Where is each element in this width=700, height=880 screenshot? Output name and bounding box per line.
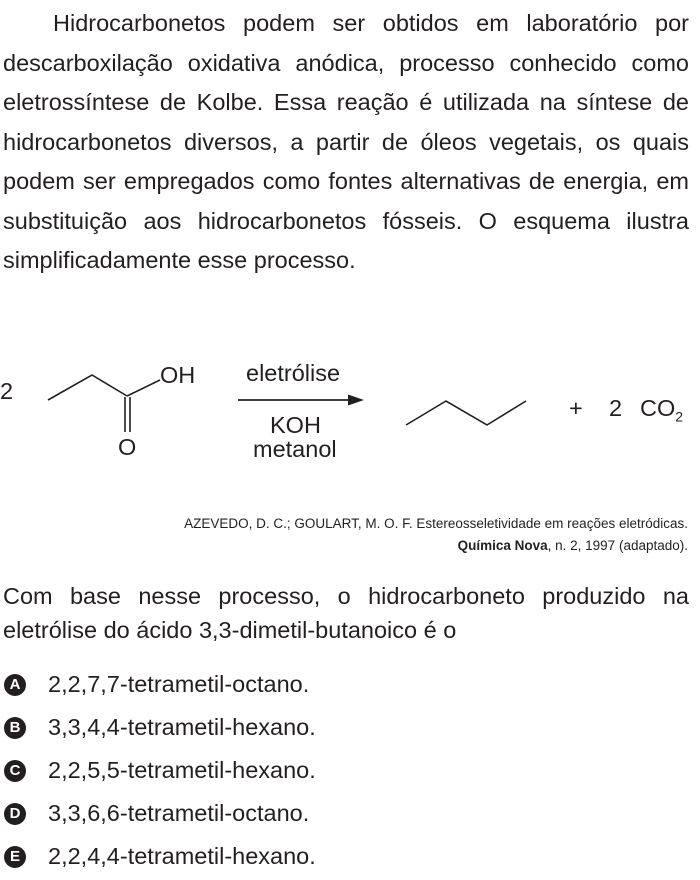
option-d-text: 3,3,6,6-tetrametil-octano. [48,800,310,826]
reactant-coefficient: 2 [0,378,14,404]
option-a-text: 2,2,7,7-tetrametil-octano. [48,671,310,697]
question-text: Com base nesse processo, o hidrocarboneto produzido na eletrólise do ácido 3,3-dimetil-butanoico é o [3,583,689,643]
carbonyl-oxygen-label: O [118,434,137,460]
reaction-scheme [0,350,700,470]
option-d[interactable] [4,792,316,835]
arrow-label-electrolysis: eletrólise [246,360,341,386]
option-d-badge: D [4,803,26,825]
option-a[interactable] [4,663,316,706]
co2-coefficient: 2 [609,395,623,421]
arrow-label-methanol: metanol [253,436,337,462]
option-e-text: 2,2,4,4-tetrametil-hexano. [48,843,316,869]
butane-chain [406,401,526,425]
co2-label: CO [640,395,676,421]
plus-sign: + [569,395,583,421]
citation-details: , n. 2, 1997 (adaptado). [547,538,688,553]
acid-chain [48,375,127,400]
co2-subscript: 2 [675,408,684,425]
reaction-drawing [0,350,700,470]
reaction-arrow-head [348,395,364,406]
option-c[interactable] [4,749,316,792]
option-a-badge: A [4,674,26,696]
option-b-badge: B [4,717,26,739]
intro-paragraph: Hidrocarbonetos podem ser obtidos em laboratório por descarboxilação oxidativa anódica, processo conhecido como eletrossíntese de Kolbe. Essa reação é utilizada na síntese de hidrocarbonetos diversos, a partir de óleos vegetais, os quais podem ser empregados como fontes alternativas de energia, em substituição aos hidrocarbonetos fósseis. O esquema ilustra simplificadamente esse processo. [3,10,689,273]
arrow-label-koh: KOH [270,412,321,438]
option-e[interactable] [4,835,316,878]
co2-formula [640,395,683,425]
acid-c-oh-bond [127,380,160,396]
citation-authors: AZEVEDO, D. C.; GOULART, M. O. F. Estereosseletividade em reações eletródicas. [184,516,688,531]
citation-source [184,535,688,557]
option-b-text: 3,3,4,4-tetrametil-hexano. [48,714,316,740]
hydroxyl-label: OH [160,362,196,388]
option-c-text: 2,2,5,5-tetrametil-hexano. [48,757,316,783]
answer-options [4,663,316,878]
option-b[interactable] [4,706,316,749]
source-citation [184,513,688,557]
option-e-badge: E [4,846,26,868]
citation-journal: Química Nova [457,538,548,553]
option-c-badge: C [4,760,26,782]
